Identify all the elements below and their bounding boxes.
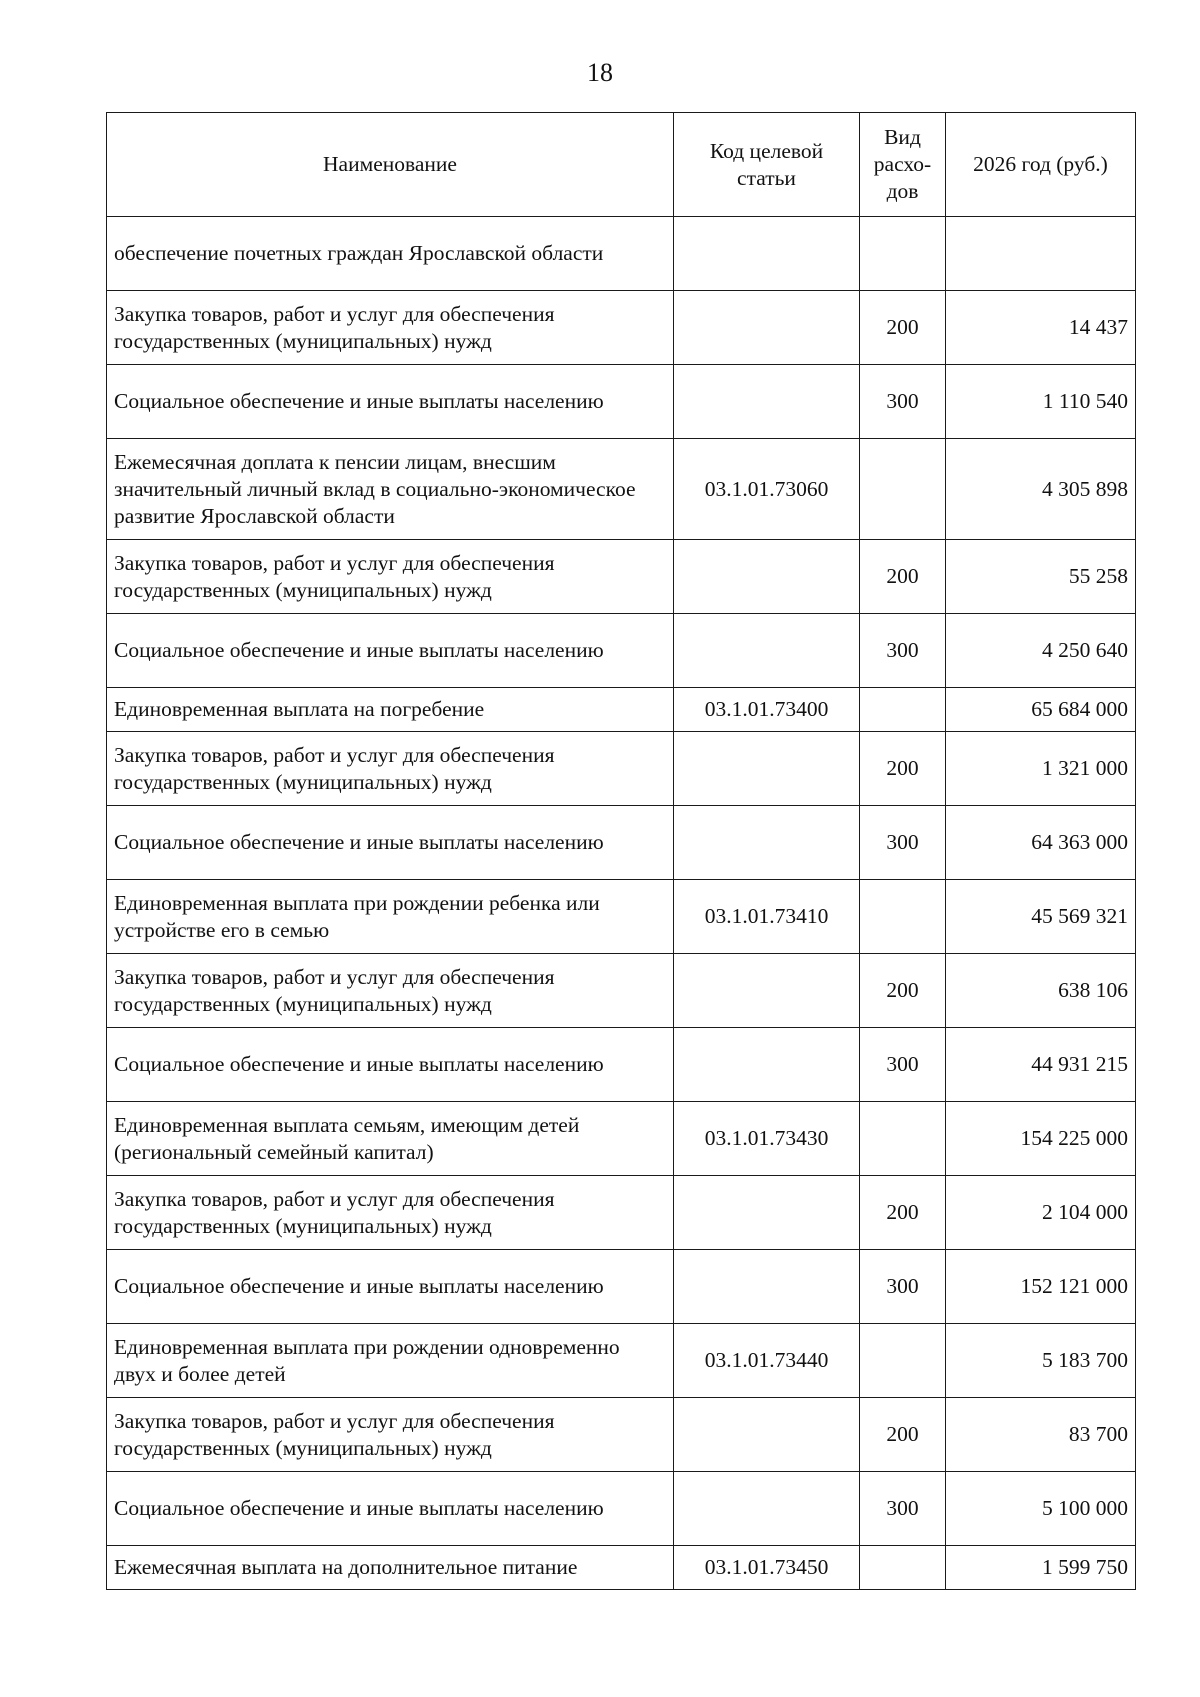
cell-code bbox=[674, 1398, 860, 1472]
cell-code bbox=[674, 614, 860, 688]
cell-type bbox=[860, 217, 946, 291]
cell-code bbox=[674, 1176, 860, 1250]
cell-name: Закупка товаров, работ и услуг для обеспечения государственных (муниципальных) нужд bbox=[107, 291, 674, 365]
table-body bbox=[107, 217, 1136, 1590]
cell-type bbox=[860, 1102, 946, 1176]
cell-name: Единовременная выплата семьям, имеющим детей (региональный семейный капитал) bbox=[107, 1102, 674, 1176]
cell-amount: 1 599 750 bbox=[946, 1546, 1136, 1590]
cell-type: 300 bbox=[860, 1472, 946, 1546]
table-row bbox=[107, 1324, 1136, 1398]
table-row bbox=[107, 954, 1136, 1028]
table-row bbox=[107, 1472, 1136, 1546]
cell-amount: 4 305 898 bbox=[946, 439, 1136, 540]
table-header-row bbox=[107, 113, 1136, 217]
table-row bbox=[107, 291, 1136, 365]
cell-type: 300 bbox=[860, 806, 946, 880]
cell-code bbox=[674, 1250, 860, 1324]
cell-name: Закупка товаров, работ и услуг для обеспечения государственных (муниципальных) нужд bbox=[107, 540, 674, 614]
table-row bbox=[107, 688, 1136, 732]
cell-name: Социальное обеспечение и иные выплаты населению bbox=[107, 806, 674, 880]
cell-name: Социальное обеспечение и иные выплаты населению bbox=[107, 1028, 674, 1102]
cell-name: Социальное обеспечение и иные выплаты населению bbox=[107, 365, 674, 439]
cell-amount: 65 684 000 bbox=[946, 688, 1136, 732]
cell-name: Закупка товаров, работ и услуг для обеспечения государственных (муниципальных) нужд bbox=[107, 1398, 674, 1472]
cell-amount: 5 100 000 bbox=[946, 1472, 1136, 1546]
cell-amount: 55 258 bbox=[946, 540, 1136, 614]
cell-name: обеспечение почетных граждан Ярославской области bbox=[107, 217, 674, 291]
table-row bbox=[107, 1176, 1136, 1250]
cell-code bbox=[674, 217, 860, 291]
cell-amount: 152 121 000 bbox=[946, 1250, 1136, 1324]
cell-type: 300 bbox=[860, 365, 946, 439]
cell-code: 03.1.01.73440 bbox=[674, 1324, 860, 1398]
cell-name: Единовременная выплата при рождении ребенка или устройстве его в семью bbox=[107, 880, 674, 954]
cell-name: Социальное обеспечение и иные выплаты населению bbox=[107, 1472, 674, 1546]
table-row bbox=[107, 540, 1136, 614]
table-row bbox=[107, 806, 1136, 880]
cell-amount: 1 110 540 bbox=[946, 365, 1136, 439]
cell-code bbox=[674, 540, 860, 614]
table-row bbox=[107, 217, 1136, 291]
cell-name: Ежемесячная доплата к пенсии лицам, внесшим значительный личный вклад в социально-экономическое развитие Ярославской области bbox=[107, 439, 674, 540]
table-row bbox=[107, 732, 1136, 806]
header-code: Код целевой статьи bbox=[674, 113, 860, 217]
cell-name: Закупка товаров, работ и услуг для обеспечения государственных (муниципальных) нужд bbox=[107, 954, 674, 1028]
cell-name: Социальное обеспечение и иные выплаты населению bbox=[107, 614, 674, 688]
cell-code bbox=[674, 365, 860, 439]
header-type: Вид расхо-дов bbox=[860, 113, 946, 217]
cell-amount: 5 183 700 bbox=[946, 1324, 1136, 1398]
cell-type: 300 bbox=[860, 1250, 946, 1324]
table-row bbox=[107, 1546, 1136, 1590]
cell-type: 300 bbox=[860, 1028, 946, 1102]
cell-code bbox=[674, 806, 860, 880]
cell-name: Ежемесячная выплата на дополнительное питание bbox=[107, 1546, 674, 1590]
cell-name: Единовременная выплата на погребение bbox=[107, 688, 674, 732]
cell-type: 200 bbox=[860, 291, 946, 365]
cell-type: 200 bbox=[860, 1176, 946, 1250]
cell-type: 200 bbox=[860, 540, 946, 614]
table-row bbox=[107, 880, 1136, 954]
budget-table bbox=[106, 112, 1136, 1590]
header-amount: 2026 год (руб.) bbox=[946, 113, 1136, 217]
header-name: Наименование bbox=[107, 113, 674, 217]
cell-name: Единовременная выплата при рождении одновременно двух и более детей bbox=[107, 1324, 674, 1398]
cell-amount bbox=[946, 217, 1136, 291]
cell-type bbox=[860, 439, 946, 540]
cell-type bbox=[860, 880, 946, 954]
cell-amount: 44 931 215 bbox=[946, 1028, 1136, 1102]
table-row bbox=[107, 439, 1136, 540]
table-row bbox=[107, 1398, 1136, 1472]
cell-name: Закупка товаров, работ и услуг для обеспечения государственных (муниципальных) нужд bbox=[107, 732, 674, 806]
cell-amount: 14 437 bbox=[946, 291, 1136, 365]
page-number: 18 bbox=[587, 58, 613, 87]
cell-type: 200 bbox=[860, 954, 946, 1028]
table-row bbox=[107, 365, 1136, 439]
table-row bbox=[107, 1028, 1136, 1102]
cell-code: 03.1.01.73450 bbox=[674, 1546, 860, 1590]
cell-type bbox=[860, 1324, 946, 1398]
cell-type: 200 bbox=[860, 732, 946, 806]
cell-code bbox=[674, 732, 860, 806]
cell-code: 03.1.01.73060 bbox=[674, 439, 860, 540]
table-row bbox=[107, 1250, 1136, 1324]
cell-amount: 1 321 000 bbox=[946, 732, 1136, 806]
cell-type: 200 bbox=[860, 1398, 946, 1472]
cell-code bbox=[674, 1028, 860, 1102]
cell-code: 03.1.01.73430 bbox=[674, 1102, 860, 1176]
cell-name: Социальное обеспечение и иные выплаты населению bbox=[107, 1250, 674, 1324]
table-row bbox=[107, 614, 1136, 688]
cell-amount: 4 250 640 bbox=[946, 614, 1136, 688]
cell-type bbox=[860, 688, 946, 732]
cell-amount: 638 106 bbox=[946, 954, 1136, 1028]
cell-amount: 64 363 000 bbox=[946, 806, 1136, 880]
cell-code bbox=[674, 954, 860, 1028]
cell-code: 03.1.01.73400 bbox=[674, 688, 860, 732]
cell-code bbox=[674, 1472, 860, 1546]
cell-amount: 83 700 bbox=[946, 1398, 1136, 1472]
cell-type: 300 bbox=[860, 614, 946, 688]
cell-code bbox=[674, 291, 860, 365]
cell-amount: 2 104 000 bbox=[946, 1176, 1136, 1250]
cell-code: 03.1.01.73410 bbox=[674, 880, 860, 954]
cell-amount: 154 225 000 bbox=[946, 1102, 1136, 1176]
cell-name: Закупка товаров, работ и услуг для обеспечения государственных (муниципальных) нужд bbox=[107, 1176, 674, 1250]
table-row bbox=[107, 1102, 1136, 1176]
cell-amount: 45 569 321 bbox=[946, 880, 1136, 954]
cell-type bbox=[860, 1546, 946, 1590]
